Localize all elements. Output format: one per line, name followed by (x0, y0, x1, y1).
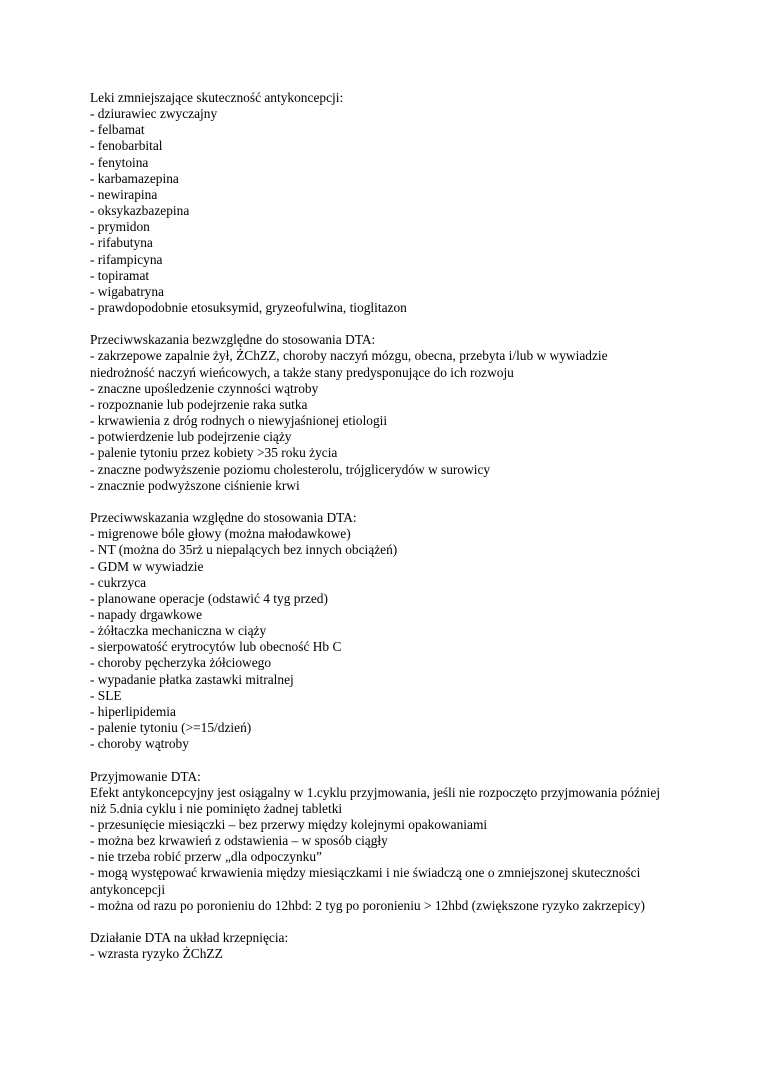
list-item: - można od razu po poronieniu do 12hbd: 2 tyg po poronieniu > 12hbd (zwiększone ryzyko zakrzepicy) (90, 897, 645, 913)
paragraph: Efekt antykoncepcyjny jest osiągalny w 1.cyklu przyjmowania, jeśli nie rozpoczęto przyjmowania później niż 5.dnia cyklu i nie pominięto żadnej tabletki (90, 784, 661, 816)
list-item: - mogą występować krwawienia między miesiączkami i nie świadczą one o zmniejszonej skuteczności antykoncepcji (90, 865, 641, 897)
list-item: - hiperlipidemia (90, 703, 176, 719)
section-heading: Przeciwwskazania względne do stosowania DTA: (90, 510, 357, 526)
list-item: - można bez krwawień z odstawienia – w sposób ciągły (90, 833, 388, 849)
list-item: - palenie tytoniu (>=15/dzień) (90, 720, 252, 736)
list-item: - newirapina (90, 186, 158, 202)
list-item: - fenytoina (90, 154, 149, 170)
list-item: - zakrzepowe zapalnie żył, ŻChZZ, choroby naczyń mózgu, obecna, przebyta i/lub w wywiadzie niedrożność naczyń wieńcowych, a także stany predysponujące do ich rozwoju (90, 348, 608, 380)
document-page (90, 90, 700, 979)
list-item: - planowane operacje (odstawić 4 tyg przed) (90, 590, 328, 606)
list-item: - cukrzyca (90, 574, 147, 590)
list-item: - rozpoznanie lub podejrzenie raka sutka (90, 396, 308, 412)
section-relative-contraindications (90, 510, 700, 752)
list-item: - znaczne podwyższenie poziomu cholesterolu, trójglicerydów w surowicy (90, 461, 491, 477)
list-item: - choroby pęcherzyka żółciowego (90, 655, 272, 671)
list-item: - karbamazepina (90, 170, 179, 186)
list-item: - oksykazbazepina (90, 203, 190, 219)
list-item: - wigabatryna (90, 283, 164, 299)
section-heading: Działanie DTA na układ krzepnięcia: (90, 930, 289, 946)
list-item: - rifabutyna (90, 235, 153, 251)
list-item: - sierpowatość erytrocytów lub obecność Hb C (90, 639, 342, 655)
list-item: - żółtaczka mechaniczna w ciąży (90, 623, 267, 639)
list-item: - znacznie podwyższone ciśnienie krwi (90, 477, 300, 493)
list-item: - NT (można do 35rż u niepalących bez innych obciążeń) (90, 542, 398, 558)
list-item: - palenie tytoniu przez kobiety >35 roku życia (90, 445, 338, 461)
list-item: - felbamat (90, 122, 145, 138)
list-item: - potwierdzenie lub podejrzenie ciąży (90, 429, 292, 445)
list-item: - fenobarbital (90, 138, 163, 154)
section-heading: Przeciwwskazania bezwzględne do stosowania DTA: (90, 332, 376, 348)
list-item: - krwawienia z dróg rodnych o niewyjaśnionej etiologii (90, 413, 388, 429)
list-item: - napady drgawkowe (90, 606, 203, 622)
section-heading: Leki zmniejszające skuteczność antykoncepcji: (90, 90, 344, 105)
section-coagulation-effects (90, 930, 700, 962)
list-item: - wypadanie płatka zastawki mitralnej (90, 671, 294, 687)
list-item: - wzrasta ryzyko ŻChZZ (90, 946, 223, 962)
list-item: - dziurawiec zwyczajny (90, 106, 218, 122)
list-item: - prawdopodobnie etosuksymid, gryzeofulwina, tioglitazon (90, 300, 407, 316)
list-item: - GDM w wywiadzie (90, 558, 204, 574)
list-item: - rifampicyna (90, 251, 163, 267)
list-item: - nie trzeba robić przerw „dla odpoczynku” (90, 849, 322, 865)
list-item: - SLE (90, 687, 122, 703)
list-item: - choroby wątroby (90, 736, 189, 752)
list-item: - znaczne upośledzenie czynności wątroby (90, 380, 319, 396)
list-item: - prymidon (90, 219, 150, 235)
list-item: - migrenowe bóle głowy (można małodawkowe) (90, 526, 351, 542)
list-item: - topiramat (90, 267, 150, 283)
section-absolute-contraindications (90, 332, 700, 494)
section-contraception-reducing-drugs (90, 90, 700, 316)
list-item: - przesunięcie miesiączki – bez przerwy między kolejnymi opakowaniami (90, 816, 488, 832)
section-taking-dta (90, 769, 700, 914)
section-heading: Przyjmowanie DTA: (90, 768, 201, 784)
